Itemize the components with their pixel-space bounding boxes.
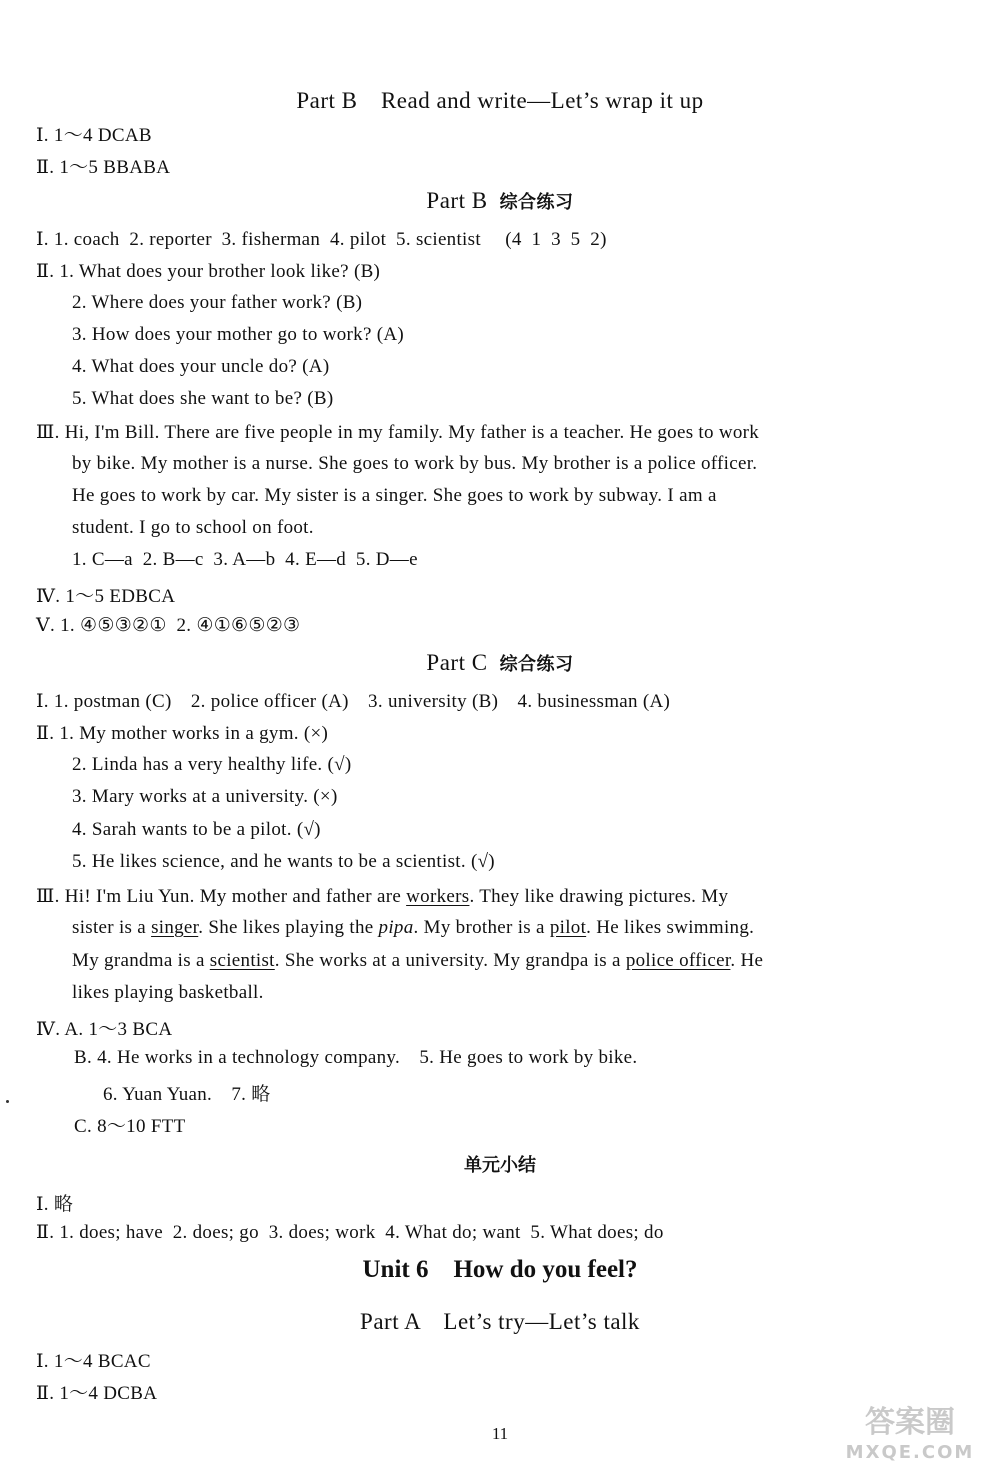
answer-line: Ⅱ. 1～5 BBABA <box>36 157 171 178</box>
paragraph-line: likes playing basketball. <box>72 982 264 1003</box>
page-number: 11 <box>491 1424 509 1443</box>
text: My grandma is a <box>72 950 210 971</box>
answer-line: 4. Sarah wants to be a pilot. (√) <box>72 819 321 840</box>
paragraph-line: Ⅲ. Hi, I'm Bill. There are five people in my family. My father is a teacher. He goes to work <box>36 422 760 443</box>
section-title-part-b-practice <box>0 188 1000 214</box>
section-title-cn: 综合练习 <box>499 192 574 213</box>
answer-line: 4. What does your uncle do? (A) <box>72 356 330 377</box>
answer-line: 2. Where does your father work? (B) <box>72 292 363 313</box>
fill-answer: scientist <box>209 950 275 971</box>
answer-line: Ⅱ. 1～4 DCBA <box>36 1383 158 1404</box>
answer-line: Ⅰ. 略 <box>36 1194 74 1215</box>
answer-line: 3. Mary works at a university. (×) <box>72 786 338 807</box>
text: . He <box>730 950 764 971</box>
section-title-en: Part B <box>426 188 488 213</box>
section-title-part-c-practice <box>0 650 1000 676</box>
paragraph-line <box>36 885 728 908</box>
answer-line: C. 8～10 FTT <box>74 1116 186 1137</box>
section-title-unit-summary: 单元小结 <box>464 1155 536 1176</box>
answer-line: Ⅴ. 1. ④⑤③②① 2. ④①⑥⑤②③ <box>36 615 301 636</box>
paragraph-line: by bike. My mother is a nurse. She goes to work by bus. My brother is a police officer. <box>72 453 758 474</box>
answer-line: Ⅳ. 1～5 EDBCA <box>36 586 176 607</box>
answer-line: Ⅰ. 1. coach 2. reporter 3. fisherman 4. pilot 5. scientist (4 1 3 5 2) <box>36 229 607 250</box>
paragraph-line <box>72 950 763 972</box>
fill-answer: singer <box>151 917 199 938</box>
fill-answer: pilot <box>549 917 587 938</box>
answer-line: Ⅰ. 1～4 BCAC <box>36 1351 151 1372</box>
watermark-text: 答案圈 <box>865 1405 955 1440</box>
answer-line: Ⅰ. 1～4 DCAB <box>36 125 152 146</box>
fill-answer: police officer <box>625 950 731 971</box>
section-title-part-b-read-write: Part B Read and write—Let’s wrap it up <box>296 88 704 113</box>
answer-line: 3. How does your mother go to work? (A) <box>72 324 404 345</box>
answer-line: 6. Yuan Yuan. 7. 略 <box>103 1084 271 1105</box>
text: sister is a <box>72 917 152 938</box>
text: Ⅲ. Hi! I'm Liu Yun. My mother and father are <box>36 886 407 907</box>
section-title-part-a: Part A Let’s try—Let’s talk <box>360 1309 640 1334</box>
answer-line: Ⅱ. 1. My mother works in a gym. (×) <box>36 723 329 744</box>
watermark-domain: MXQE.COM <box>845 1442 975 1463</box>
italic-word: pipa <box>378 917 414 938</box>
section-title-cn: 综合练习 <box>499 654 574 675</box>
paragraph-line <box>72 917 754 939</box>
text: . She likes playing the <box>198 917 379 938</box>
fill-answer: workers <box>406 886 470 907</box>
unit-title: Unit 6 How do you feel? <box>362 1256 638 1283</box>
text: . He likes swimming. <box>586 917 755 938</box>
answer-line: Ⅰ. 1. postman (C) 2. police officer (A) 3. university (B) 4. businessman (A) <box>36 691 671 712</box>
answer-line: 1. C—a 2. B—c 3. A—b 4. E—d 5. D—e <box>72 549 418 570</box>
paragraph-line: He goes to work by car. My sister is a singer. She goes to work by subway. I am a <box>72 485 717 506</box>
section-title-en: Part C <box>426 650 488 675</box>
answer-line: Ⅱ. 1. does; have 2. does; go 3. does; work 4. What do; want 5. What does; do <box>36 1222 664 1243</box>
answer-line: 2. Linda has a very healthy life. (√) <box>72 754 352 775</box>
answer-line: B. 4. He works in a technology company. 5. He goes to work by bike. <box>74 1047 638 1068</box>
answer-line: Ⅱ. 1. What does your brother look like? (B) <box>36 261 381 282</box>
paragraph-line: student. I go to school on foot. <box>72 517 314 538</box>
watermark-logo <box>835 1405 985 1468</box>
answer-line: Ⅳ. A. 1～3 BCA <box>36 1019 173 1040</box>
text: . My brother is a <box>413 917 550 938</box>
text: . They like drawing pictures. My <box>469 886 729 907</box>
text: . She works at a university. My grandpa is a <box>274 950 626 971</box>
answer-line: 5. What does she want to be? (B) <box>72 388 334 409</box>
answer-line: 5. He likes science, and he wants to be a scientist. (√) <box>72 851 495 872</box>
stray-mark <box>6 1100 9 1103</box>
